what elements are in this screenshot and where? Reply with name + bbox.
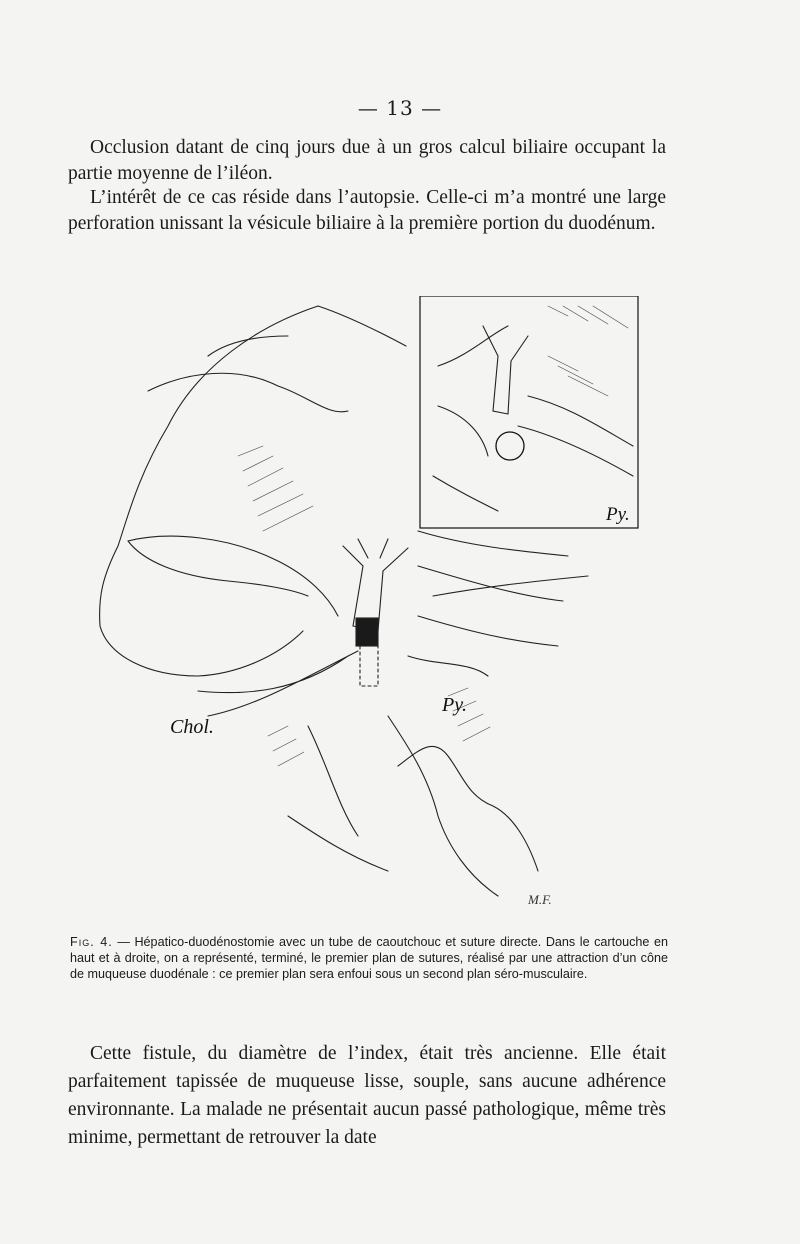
gallbladder-outline [128, 536, 338, 616]
figure-caption [70, 934, 668, 982]
label-py-main: Py. [442, 694, 467, 716]
label-py-inset: Py. [606, 504, 630, 525]
illustrator-signature: M.F. [528, 892, 552, 907]
label-chol: Chol. [170, 716, 214, 738]
page-number: — 13 — [357, 96, 443, 120]
liver-lobe-line [148, 373, 348, 412]
illustration-drawing [88, 296, 668, 916]
suture-threads [198, 576, 588, 716]
caption-text: — Hépatico-duodénostomie avec un tube de caoutchouc et suture directe. Dans le cartouche en haut et à droite, on a représenté, terminé, le premier plan de sutures, réalisé par une attraction d’un cône de muqueuse duodénale : ce premier plan sera enfoui sous un second plan séro-musculaire. [70, 935, 668, 981]
rubber-tube [356, 618, 378, 646]
liver-outline [100, 306, 318, 676]
paragraph-autopsy: L’intérêt de ce cas réside dans l’autopsie. Celle-ci m’a montré une large perforation unissant la vésicule biliaire à la première portion du duodénum. [68, 187, 666, 234]
paragraph-occlusion: Occlusion datant de cinq jours due à un gros calcul biliaire occupant la partie moyenne de l’iléon. [68, 137, 666, 184]
tube-dashed [360, 646, 378, 686]
pancreas-outline [398, 746, 538, 871]
figure-number: Fig. 4. [70, 935, 113, 949]
paragraph-fistula: Cette fistule, du diamètre de l’index, était très ancienne. Elle était parfaitement tapissée de muqueuse lisse, souple, sans aucune adhérence environnante. La malade ne présentait aucun passé pathologique, même très minime, permettant de retrouver la date [68, 1043, 666, 1148]
stomach-outline [388, 716, 498, 896]
duodenum-outline [418, 531, 568, 646]
anatomical-illustration [88, 296, 668, 916]
